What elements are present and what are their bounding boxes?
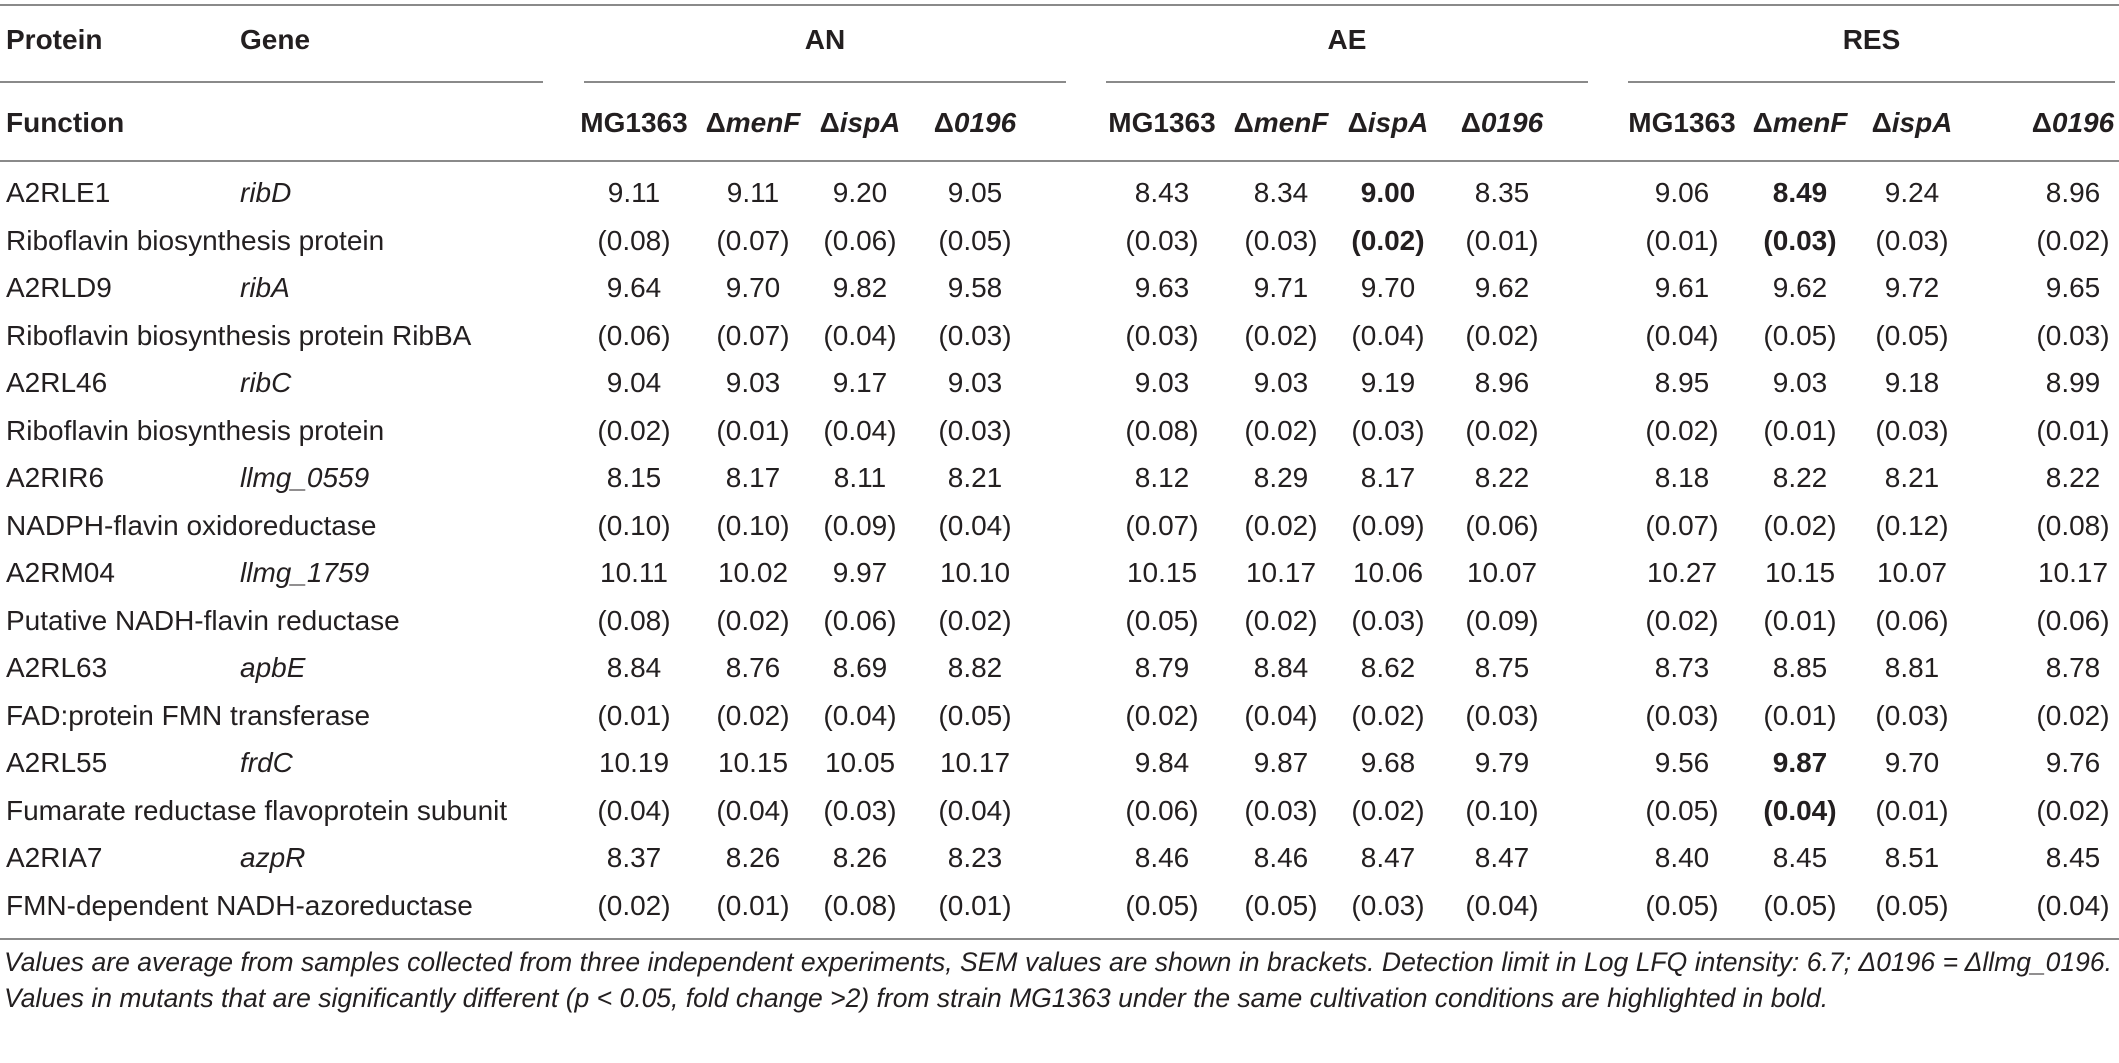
value-cell: 9.61 xyxy=(1654,272,1710,303)
sem-cell: (0.08) xyxy=(823,889,897,921)
sem-cell: (0.04) xyxy=(823,414,897,446)
sem-cell: (0.09) xyxy=(823,509,897,541)
value-cell: 8.17 xyxy=(725,462,781,493)
sem-cell: (0.01) xyxy=(597,699,671,731)
value-cell: 8.96 xyxy=(2045,177,2101,208)
strain-name: 0196 xyxy=(2051,107,2115,138)
value-cell: 8.22 xyxy=(2045,462,2101,493)
sem-cell: (0.03) xyxy=(1351,889,1425,921)
value-cell: 9.03 xyxy=(1772,367,1828,398)
sem-cell: (0.07) xyxy=(1125,509,1199,541)
sem-cell: (0.05) xyxy=(1645,889,1719,921)
strain-name: MG1363 xyxy=(1628,107,1736,138)
value-cell: 8.75 xyxy=(1474,652,1530,683)
group-header-res: RES xyxy=(1842,24,1901,55)
value-cell: 8.84 xyxy=(1253,652,1309,683)
sem-cell: (0.02) xyxy=(1465,319,1539,351)
value-cell: 8.95 xyxy=(1654,367,1710,398)
value-cell: 8.35 xyxy=(1474,177,1530,208)
sem-cell: (0.01) xyxy=(1763,414,1837,446)
value-cell: 9.62 xyxy=(1772,272,1828,303)
value-cell: 8.78 xyxy=(2045,652,2101,683)
gene-column-header: Gene xyxy=(240,24,311,55)
sem-cell: (0.02) xyxy=(1645,604,1719,636)
strain-header xyxy=(1432,106,1572,140)
strain-header xyxy=(2003,106,2119,140)
sem-cell: (0.03) xyxy=(1875,414,1949,446)
table-footnote: Values are average from samples collected from three independent experiments, SEM values are shown in brackets. Detection limit in Log LFQ intensity: 6.7; Δ0196 = Δllmg_0196. Values in mutants that are significantly different (p < 0.05, fold change >2) from strain MG1363 under the same cultivation conditions are highlighted in bold. xyxy=(4,947,2112,1013)
value-cell: 8.69 xyxy=(832,652,888,683)
protein-id: A2RL46 xyxy=(6,367,108,398)
sem-cell: (0.02) xyxy=(1244,414,1318,446)
value-cell: 9.84 xyxy=(1134,747,1190,778)
sem-cell: (0.03) xyxy=(1763,224,1837,256)
sem-cell: (0.01) xyxy=(2036,414,2110,446)
sem-cell: (0.08) xyxy=(597,604,671,636)
value-cell: 9.64 xyxy=(606,272,662,303)
strain-name: ispA xyxy=(839,107,901,138)
value-cell: 9.71 xyxy=(1253,272,1309,303)
value-cell: 8.82 xyxy=(947,652,1003,683)
strain-name: 0196 xyxy=(953,107,1017,138)
value-cell: 9.11 xyxy=(607,177,661,208)
sem-cell: (0.06) xyxy=(1125,794,1199,826)
sem-cell: (0.03) xyxy=(1125,224,1199,256)
sem-cell: (0.02) xyxy=(1351,224,1425,256)
value-cell: 8.26 xyxy=(832,842,888,873)
value-cell: 10.11 xyxy=(600,557,668,588)
sem-cell: (0.10) xyxy=(597,509,671,541)
gene-name: azpR xyxy=(240,842,306,873)
value-cell: 8.62 xyxy=(1360,652,1416,683)
sem-cell: (0.04) xyxy=(823,699,897,731)
sem-cell: (0.01) xyxy=(938,889,1012,921)
strain-prefix: Δ xyxy=(705,107,726,138)
strain-prefix: Δ xyxy=(1347,107,1368,138)
protein-function: Fumarate reductase flavoprotein subunit xyxy=(6,794,508,826)
sem-cell: (0.01) xyxy=(1875,794,1949,826)
value-cell: 9.79 xyxy=(1474,747,1530,778)
value-cell: 9.76 xyxy=(2045,747,2101,778)
value-cell: 9.03 xyxy=(725,367,781,398)
sem-cell: (0.02) xyxy=(2036,224,2110,256)
sem-cell: (0.07) xyxy=(1645,509,1719,541)
sem-cell: (0.04) xyxy=(2036,889,2110,921)
sem-cell: (0.02) xyxy=(597,889,671,921)
sem-cell: (0.04) xyxy=(1763,794,1837,826)
protein-function: Putative NADH-flavin reductase xyxy=(6,604,400,636)
sem-cell: (0.05) xyxy=(1125,604,1199,636)
strain-name: ispA xyxy=(1891,107,1953,138)
gene-name: ribC xyxy=(240,367,292,398)
value-cell: 9.87 xyxy=(1253,747,1309,778)
value-cell: 10.15 xyxy=(717,747,789,778)
value-cell: 10.19 xyxy=(598,747,670,778)
sem-cell: (0.02) xyxy=(2036,699,2110,731)
sem-cell: (0.03) xyxy=(938,414,1012,446)
sem-cell: (0.04) xyxy=(1645,319,1719,351)
value-cell: 8.23 xyxy=(947,842,1003,873)
value-cell: 9.63 xyxy=(1134,272,1190,303)
sem-cell: (0.08) xyxy=(597,224,671,256)
value-cell: 8.22 xyxy=(1474,462,1530,493)
sem-cell: (0.02) xyxy=(597,414,671,446)
sem-cell: (0.02) xyxy=(938,604,1012,636)
gene-name: ribD xyxy=(240,177,292,208)
protein-id: A2RIR6 xyxy=(6,462,105,493)
sem-cell: (0.02) xyxy=(1351,794,1425,826)
group-underline-res xyxy=(1628,81,2115,83)
function-column-header: Function xyxy=(6,107,125,138)
value-cell: 8.11 xyxy=(833,462,887,493)
value-cell: 9.06 xyxy=(1654,177,1710,208)
gene-name: llmg_0559 xyxy=(240,462,370,493)
sem-cell: (0.03) xyxy=(1645,699,1719,731)
value-cell: 9.19 xyxy=(1360,367,1416,398)
protein-function: FAD:protein FMN transferase xyxy=(6,699,371,731)
value-cell: 9.03 xyxy=(947,367,1003,398)
value-cell: 8.21 xyxy=(947,462,1003,493)
sem-cell: (0.04) xyxy=(1244,699,1318,731)
value-cell: 8.17 xyxy=(1360,462,1416,493)
strain-header xyxy=(905,106,1045,140)
sem-cell: (0.02) xyxy=(1465,414,1539,446)
value-cell: 8.21 xyxy=(1884,462,1940,493)
value-cell: 8.12 xyxy=(1134,462,1190,493)
sem-cell: (0.01) xyxy=(1763,699,1837,731)
gene-name: llmg_1759 xyxy=(240,557,370,588)
protein-id: A2RL55 xyxy=(6,747,108,778)
sem-cell: (0.01) xyxy=(716,414,790,446)
value-cell: 9.70 xyxy=(725,272,781,303)
sem-cell: (0.02) xyxy=(1763,509,1837,541)
sem-cell: (0.02) xyxy=(1244,319,1318,351)
value-cell: 10.17 xyxy=(1245,557,1317,588)
strain-prefix: Δ xyxy=(933,107,954,138)
strain-name: 0196 xyxy=(1480,107,1544,138)
value-cell: 8.15 xyxy=(606,462,662,493)
sem-cell: (0.05) xyxy=(1875,319,1949,351)
value-cell: 9.97 xyxy=(832,557,888,588)
sem-cell: (0.01) xyxy=(1465,224,1539,256)
sem-cell: (0.01) xyxy=(716,889,790,921)
strain-header xyxy=(1842,106,1982,140)
value-cell: 9.03 xyxy=(1134,367,1190,398)
protein-id: A2RL63 xyxy=(6,652,108,683)
value-cell: 10.17 xyxy=(939,747,1011,778)
value-cell: 8.34 xyxy=(1253,177,1309,208)
sem-cell: (0.02) xyxy=(2036,794,2110,826)
value-cell: 9.87 xyxy=(1772,747,1828,778)
sem-cell: (0.02) xyxy=(716,699,790,731)
protein-function: FMN-dependent NADH-azoreductase xyxy=(6,889,473,921)
strain-name: menF xyxy=(1772,107,1848,138)
value-cell: 8.45 xyxy=(1772,842,1828,873)
sem-cell: (0.05) xyxy=(1125,889,1199,921)
value-cell: 8.99 xyxy=(2045,367,2101,398)
value-cell: 10.10 xyxy=(939,557,1011,588)
sem-cell: (0.03) xyxy=(1875,699,1949,731)
strain-prefix: Δ xyxy=(1871,107,1892,138)
value-cell: 9.58 xyxy=(947,272,1003,303)
group-header-ae: AE xyxy=(1327,24,1367,55)
value-cell: 8.29 xyxy=(1253,462,1309,493)
sem-cell: (0.03) xyxy=(2036,319,2110,351)
sem-cell: (0.02) xyxy=(1125,699,1199,731)
sem-cell: (0.06) xyxy=(823,224,897,256)
sem-cell: (0.03) xyxy=(1244,794,1318,826)
sem-cell: (0.06) xyxy=(1465,509,1539,541)
sem-cell: (0.02) xyxy=(716,604,790,636)
value-cell: 9.70 xyxy=(1884,747,1940,778)
value-cell: 10.02 xyxy=(717,557,789,588)
protein-function: Riboflavin biosynthesis protein xyxy=(6,224,385,256)
header-bottom-rule xyxy=(0,160,2119,162)
value-cell: 9.11 xyxy=(726,177,780,208)
sem-cell: (0.04) xyxy=(1465,889,1539,921)
value-cell: 8.81 xyxy=(1884,652,1940,683)
value-cell: 8.47 xyxy=(1474,842,1530,873)
value-cell: 10.05 xyxy=(824,747,896,778)
group-header-an: AN xyxy=(804,24,846,55)
value-cell: 8.45 xyxy=(2045,842,2101,873)
sem-cell: (0.05) xyxy=(938,224,1012,256)
protein-function: Riboflavin biosynthesis protein RibBA xyxy=(6,319,472,351)
gene-name: apbE xyxy=(240,652,306,683)
table-bottom-rule xyxy=(0,938,2119,940)
value-cell: 8.79 xyxy=(1134,652,1190,683)
group-underline-ae xyxy=(1106,81,1588,83)
value-cell: 10.06 xyxy=(1352,557,1424,588)
sem-cell: (0.02) xyxy=(1645,414,1719,446)
value-cell: 8.47 xyxy=(1360,842,1416,873)
sem-cell: (0.03) xyxy=(1875,224,1949,256)
sem-cell: (0.03) xyxy=(1465,699,1539,731)
strain-name: MG1363 xyxy=(1108,107,1216,138)
value-cell: 8.46 xyxy=(1253,842,1309,873)
sem-cell: (0.03) xyxy=(938,319,1012,351)
sem-cell: (0.02) xyxy=(1244,509,1318,541)
sem-cell: (0.04) xyxy=(823,319,897,351)
value-cell: 9.05 xyxy=(947,177,1003,208)
protein-id: A2RLD9 xyxy=(6,272,112,303)
value-cell: 8.49 xyxy=(1772,177,1828,208)
sem-cell: (0.05) xyxy=(1763,319,1837,351)
strain-prefix: Δ xyxy=(1752,107,1773,138)
sem-cell: (0.08) xyxy=(1125,414,1199,446)
strain-prefix: Δ xyxy=(819,107,840,138)
sem-cell: (0.07) xyxy=(716,319,790,351)
sem-cell: (0.09) xyxy=(1465,604,1539,636)
value-cell: 9.03 xyxy=(1253,367,1309,398)
sem-cell: (0.09) xyxy=(1351,509,1425,541)
sem-cell: (0.08) xyxy=(2036,509,2110,541)
protein-id: A2RIA7 xyxy=(6,842,103,873)
gene-name: frdC xyxy=(240,747,293,778)
sem-cell: (0.02) xyxy=(1351,699,1425,731)
sem-cell: (0.06) xyxy=(1875,604,1949,636)
value-cell: 8.76 xyxy=(725,652,781,683)
value-cell: 9.62 xyxy=(1474,272,1530,303)
value-cell: 8.18 xyxy=(1654,462,1710,493)
value-cell: 9.56 xyxy=(1654,747,1710,778)
sem-cell: (0.04) xyxy=(597,794,671,826)
sem-cell: (0.04) xyxy=(938,509,1012,541)
protein-id: A2RM04 xyxy=(6,557,115,588)
sem-cell: (0.03) xyxy=(1351,604,1425,636)
sem-cell: (0.01) xyxy=(1645,224,1719,256)
sem-cell: (0.04) xyxy=(938,794,1012,826)
sem-cell: (0.03) xyxy=(1351,414,1425,446)
protein-function: Riboflavin biosynthesis protein xyxy=(6,414,385,446)
sem-cell: (0.05) xyxy=(1645,794,1719,826)
sem-cell: (0.10) xyxy=(716,509,790,541)
value-cell: 9.65 xyxy=(2045,272,2101,303)
value-cell: 8.40 xyxy=(1654,842,1710,873)
strain-prefix: Δ xyxy=(1460,107,1481,138)
sem-cell: (0.01) xyxy=(1763,604,1837,636)
table-top-rule xyxy=(0,4,2119,6)
strain-name: MG1363 xyxy=(580,107,688,138)
value-cell: 8.22 xyxy=(1772,462,1828,493)
value-cell: 8.51 xyxy=(1884,842,1940,873)
value-cell: 9.17 xyxy=(832,367,888,398)
sem-cell: (0.04) xyxy=(716,794,790,826)
value-cell: 8.73 xyxy=(1654,652,1710,683)
value-cell: 9.00 xyxy=(1360,177,1416,208)
sem-cell: (0.05) xyxy=(938,699,1012,731)
value-cell: 10.15 xyxy=(1764,557,1836,588)
protein-column-header: Protein xyxy=(6,24,103,55)
strain-name: menF xyxy=(725,107,801,138)
value-cell: 8.84 xyxy=(606,652,662,683)
value-cell: 9.72 xyxy=(1884,272,1940,303)
sem-cell: (0.03) xyxy=(1244,224,1318,256)
sem-cell: (0.03) xyxy=(1125,319,1199,351)
sem-cell: (0.02) xyxy=(1244,604,1318,636)
value-cell: 9.20 xyxy=(832,177,888,208)
value-cell: 8.85 xyxy=(1772,652,1828,683)
value-cell: 9.68 xyxy=(1360,747,1416,778)
value-cell: 9.04 xyxy=(606,367,662,398)
protein-id: A2RLE1 xyxy=(6,177,111,208)
value-cell: 8.96 xyxy=(1474,367,1530,398)
value-cell: 10.15 xyxy=(1126,557,1198,588)
value-cell: 9.18 xyxy=(1884,367,1940,398)
value-cell: 9.24 xyxy=(1884,177,1940,208)
value-cell: 10.17 xyxy=(2037,557,2109,588)
sem-cell: (0.06) xyxy=(597,319,671,351)
header-divider-left xyxy=(0,81,543,83)
strain-prefix: Δ xyxy=(1233,107,1254,138)
sem-cell: (0.04) xyxy=(1351,319,1425,351)
protein-function: NADPH-flavin oxidoreductase xyxy=(6,509,377,541)
value-cell: 10.07 xyxy=(1876,557,1948,588)
sem-cell: (0.05) xyxy=(1875,889,1949,921)
sem-cell: (0.10) xyxy=(1465,794,1539,826)
value-cell: 8.37 xyxy=(606,842,662,873)
value-cell: 10.27 xyxy=(1646,557,1718,588)
strain-prefix: Δ xyxy=(2031,107,2052,138)
strain-name: ispA xyxy=(1367,107,1429,138)
sem-cell: (0.03) xyxy=(823,794,897,826)
sem-cell: (0.12) xyxy=(1875,509,1949,541)
value-cell: 8.46 xyxy=(1134,842,1190,873)
sem-cell: (0.06) xyxy=(2036,604,2110,636)
sem-cell: (0.05) xyxy=(1763,889,1837,921)
strain-name: menF xyxy=(1253,107,1329,138)
value-cell: 8.43 xyxy=(1134,177,1190,208)
sem-cell: (0.05) xyxy=(1244,889,1318,921)
value-cell: 8.26 xyxy=(725,842,781,873)
group-underline-an xyxy=(584,81,1066,83)
value-cell: 10.07 xyxy=(1466,557,1538,588)
sem-cell: (0.07) xyxy=(716,224,790,256)
value-cell: 9.82 xyxy=(832,272,888,303)
sem-cell: (0.06) xyxy=(823,604,897,636)
gene-name: ribA xyxy=(240,272,290,303)
value-cell: 9.70 xyxy=(1360,272,1416,303)
